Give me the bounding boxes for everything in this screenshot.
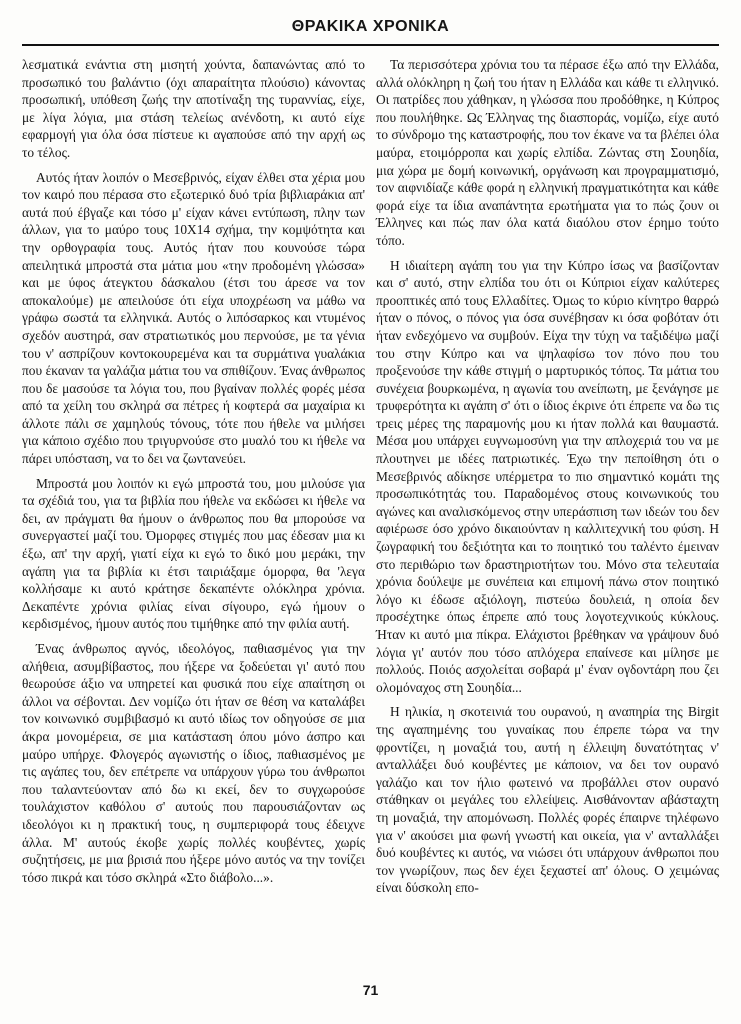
header-rule xyxy=(22,44,719,46)
paragraph: Η ιδιαίτερη αγάπη του για την Κύπρο ίσως να βασίζονταν και σ' αυτό, στην ελπίδα του ότι οι Κύπριοι είχαν καλύτερες προοπτικές από τους Ελλαδίτες. Όμως το κύριο κίνητρο θαρρώ ήταν ο πόνος, ο πόνος για όσα συνέβησαν κι όσα φοβόταν ότι ήταν ενδεχόμενο να συμβούν. Είχα την τύχη να ταξιδέψω μαζί του στην Κύπρο και να ψηλαφίσω τον πόνο που του προξενούσε την κάθε στιγμή ο μαρτυρικός τόπος. Τα μάτια του συνέχεια βουρκωμένα, η αγωνία του ανείπωτη, με ξενάγησε με τρυφερότητα κι αγάπη σ' ότι ο ίδιος έκρινε ότι έπρεπε να δω τις τρεις μέρες της παραμονής μου κι ήταν πολλά και θαυμαστά. Μέσα μου υπάρχει ευγνωμοσύνη για την απλοχεριά του να με πλουτηνει με ιδέες πατριωτικές. Έχω την πεποίθηση ότι ο Μεσεβρινός αδίκησε υπέρμετρα το πιο σημαντικό κομάτι της προσωπικότητάς του. Παραδομένος στους κοινωνικούς του αγώνες και αναλισκόμενος στην υπεράσπιση των ιδεών του δεν αφιέρωσε όσο χρόνο δικαιούνταν η καλλιτεχνική του φύση. Η ζωγραφική του δεξιότητα και το ποιητικό του ταλέντο έμειναν στο περιθώριο των δραστηριοτήτων του. Μόνο στα τελευταία χρόνια δούλεψε με συνέπεια και επιμονή πάνω στον ποιητικό λόγο κι έδωσε αξιόλογη, πιστεύω δουλειά, η οποία δεν προσέχτηκε όπως έπρεπε από τους λογοτεχνικούς κύκλους. Ήταν κι αυτό μια πίκρα. Ελάχιστοι βρέθηκαν να γράψουν δυό λόγια γι' αυτόν που τόσο απλόχερα επαίνεσε και μίλησε με πολλούς. Ποιός ασχολείται σοβαρά μ' έναν ογδοντάρη που ζει ολομόναχος στη Σουηδία... xyxy=(376,257,719,695)
paragraph: Η ηλικία, η σκοτεινιά του ουρανού, η αναπηρία της Birgit της αγαπημένης του γυναίκας που έπρεπε τώρα να την φροντίζει, η μοναξιά του, αυτή η έλλειψη δυνατότητας ν' ανταλλάξει δυό κουβέντες με κάποιον, να δει τον ουρανό γαλάζιο και τον ήλιο φωτεινό να προβάλλει στον ουρανό στάθηκαν οι μεγάλες του ελλείψεις. Αισθάνονταν αβάσταχτη τη μοναξιά, την απομόνωση. Πολλές φορές έπαιρνε τηλέφωνο για ν' ακούσει μια φωνή γνωστή και οικεία, για ν' ανταλλάξει δυό κουβέντες κι αυτός, να νιώσει ότι υπάρχουν άνθρωποι που τον γνωρίζουν, πως δεν έχει ξεχαστεί απ' όλους. Ο χειμώνας είναι δύσκολη επο- xyxy=(376,704,719,896)
right-column xyxy=(376,56,719,904)
paragraph: Ένας άνθρωπος αγνός, ιδεολόγος, παθιασμένος για την αλήθεια, ασυμβίβαστος, που ήξερε να ξοδεύεται γι' αυτό που θεωρούσε άξιο να υπηρετεί και φυσικά που είχε απαίτηση οι άλλοι να σέβονται. Δεν νομίζω ότι ήταν σε θέση να καταλάβει τον κοινωνικό συμβιβασμό κι αυτό ιδίως τον οδηγούσε σε μια άκρα μονομέρεια, σε μια κατάσταση όπου μόνο άσπρο και μαύρο υπήρχε. Φλογερός αγωνιστής ο ίδιος, παθιασμένος με τις αγάπες του, δεν επέτρεπε να υπάρχουν γύρω του άνθρωποι που ταλαντεύονταν από δω κι εκεί, δεν το συγχωρούσε τουλάχιστον καθόλου σ' αυτούς που παρουσιάζονταν ως ιδεολόγοι κι η πρακτική τους, η συμπεριφορά τους έδειχνε άλλα. Μ' αυτούς έκοβε χωρίς πολλές κουβέντες, χωρίς συζητήσεις, με μια βρισιά που ήξερε μόνο αυτός να την τονίζει τόσο πικρά και τόσο σκληρά «Στο διάβολο...». xyxy=(22,641,365,885)
paragraph: Αυτός ήταν λοιπόν ο Μεσεβρινός, είχαν έλθει στα χέρια μου τον καιρό που πέρασα στο εξωτερικό δυό τρία βιβλιαράκια απ' αυτά πού έβγαζε και τόσο μ' είχαν κάνει εντύπωση, πλην των άλλων, για το μαύρο τους 10Χ14 σχήμα, την κομψότητα και την ορθογραφία τους. Αυτός ήταν που κουνούσε τώρα απειλητικά μπροστά στα μάτια μου «την προδομένη γλώσσα» και με ύφος άτεγκτου δάσκαλου (έτσι του άρεσε να τον αποκαλούμε) με απειλούσε ότι είχα υποχρέωση να μάθω να γράφω σωστά τα ελληνικά. Αυτός ο λιπόσαρκος και ντυμένος σχεδόν αυστηρά, σαν στρατιωτικός μου περνούσε, με τα γένια του ν' ασπρίζουν κοντοκουρεμένα και τα συρμάτινα γυαλάκια που έκαναν τα γαλάζια μάτια του να σπιθίζουν. Ένας άνθρωπος που δε μασούσε τα λόγια του, που βγαίναν πολλές φορές μέσα από τα χείλη του σκληρά σα πέτρες ή κοφτερά σα μαχαίρια κι άλλοτε πάλι σε χαμηλούς τόνους, τότε που ήθελε να μιλήσει για κάποιο σχέδιο που τριγυρνούσε στο μυαλό του κι ήθελε να πάρει υπόσταση, να το δει να ζωντανεύει. xyxy=(22,169,365,467)
paragraph: Τα περισσότερα χρόνια του τα πέρασε έξω από την Ελλάδα, αλλά ολόκληρη η ζωή του ήταν η Ελλάδα και κάθε τι ελληνικό. Οι πατρίδες που χάθηκαν, η γλώσσα που προδόθηκε, η Κύπρος που πουλήθηκε. Ως Έλληνας της διασποράς, νομίζω, είχε αυτό το σύνδρομο της καταστροφής, που τον έκανε να τα βλέπει όλα μαύρα, ετοιμόρροπα και χωρίς ελπίδα. Ζώντας στη Σουηδία, μια χώρα με δομή κοινωνική, οργάνωση και προγραμματισμό, τον αιφνιδίαζε κάθε φορά η ελληνική πραγματικότητα και κάθε φορά είχε τα ίδια αναπάντητα ερωτήματα για το πώς ζουν οι Έλληνες και πώς παν όλα κατά διαόλου στον έρημο τούτο τόπο. xyxy=(376,57,719,248)
page-number: 71 xyxy=(362,982,379,998)
running-header: ΘΡΑΚΙΚΑ ΧΡΟΝΙΚΑ xyxy=(291,18,450,35)
paragraph: λεσματικά ενάντια στη μισητή χούντα, δαπανώντας από το προσωπικό του βαλάντιο (όχι απαραίτητα πλούσιο) κάνοντας προσωπική, υπόθεση ζωής την αποτίναξη της τυραννίας, είχε, με λίγα λόγια, μια στάση τελείως ανένδοτη, κι αυτό είχε εφαρμογή για όλα όσα πίστευε κι αγαπούσε από την αρχή ως το τέλος. xyxy=(22,57,365,160)
left-column xyxy=(22,56,365,893)
paragraph: Μπροστά μου λοιπόν κι εγώ μπροστά του, μου μιλούσε για τα σχέδιά του, για τα βιβλία που ήθελε να εκδώσει κι ήθελε να δει, αν πράγματι θα ήμουν ο άνθρωπος που θα μπορούσε να συνεργαστεί μαζί του. Όμορφες στιγμές που μας έδεσαν μια κι έξω, απ' την αρχή, γιατί είχα κι εγώ το δικό μου μεράκι, την αγάπη για τα βιβλία κι έτσι ταιριάξαμε όμορφα, θα 'λεγα κολλήσαμε κι αυτό κράτησε δεκαπέντε ολόκληρα χρόνια. Δεκαπέντε χρόνια φιλίας είναι σίγουρο, εγώ ήμουν ο κερδισμένος, ήμουν αυτός που τιμήθηκε από την φιλία αυτή. xyxy=(22,475,365,632)
